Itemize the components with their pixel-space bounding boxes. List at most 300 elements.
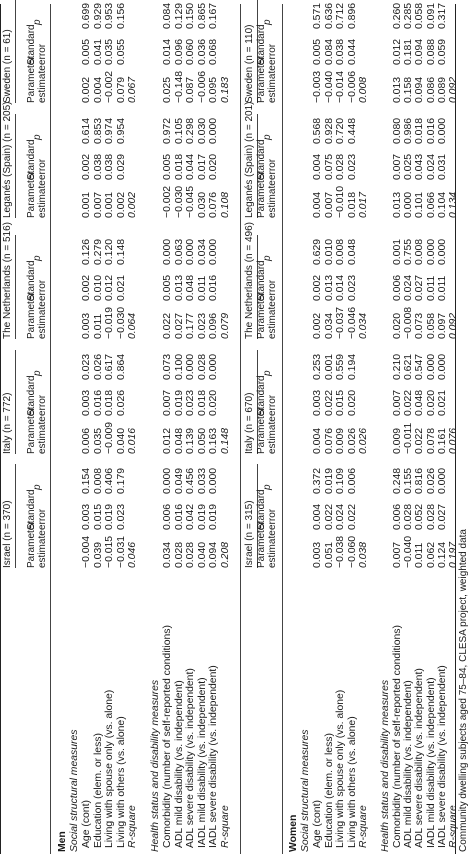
women-social-cell: 0.002 bbox=[312, 312, 323, 339]
men-health-cell: 0.972 bbox=[162, 117, 173, 144]
women-health-cell: 0.086 bbox=[425, 76, 437, 103]
men-header-rule bbox=[50, 4, 51, 854]
women-group-header: Sweden (n = 110) bbox=[244, 24, 255, 103]
women-health-cell: 0.155 bbox=[403, 467, 415, 494]
women-social-cell: 0.004 bbox=[312, 427, 323, 454]
men-social-cell: 0.974 bbox=[104, 117, 116, 144]
men-health-cell: 0.000 bbox=[208, 238, 220, 265]
men-social-cell: 0.003 bbox=[81, 312, 92, 339]
section-women: Women bbox=[288, 814, 299, 852]
men-health-cell: −0.030 bbox=[173, 185, 185, 218]
women-health-row-label: Comorbidity (number of self-reported conditions) bbox=[392, 625, 403, 848]
women-health-cell: 0.000 bbox=[436, 353, 448, 380]
men-social-cell: 0.003 bbox=[81, 503, 92, 530]
women-health-cell: −0.040 bbox=[403, 535, 415, 568]
men-health-cell: 0.007 bbox=[162, 389, 173, 416]
women-subheader-param: Parameter estimate bbox=[256, 171, 278, 218]
women-group-header: The Netherlands (n = 496) bbox=[244, 221, 255, 339]
men-health-cell: 0.014 bbox=[162, 38, 173, 65]
women-subheader-param: Parameter estimate bbox=[256, 56, 278, 103]
men-health-cell: 0.020 bbox=[208, 153, 220, 180]
women-health-cell: 0.089 bbox=[436, 76, 448, 103]
men-social-cell: 0.064 bbox=[127, 312, 139, 339]
women-health-cell: 0.022 bbox=[403, 389, 415, 416]
women-health-cell: 0.000 bbox=[436, 467, 448, 494]
women-health-cell: 0.547 bbox=[414, 353, 426, 380]
women-health-cell: 0.009 bbox=[392, 427, 403, 454]
women-health-cell: 0.097 bbox=[436, 312, 448, 339]
women-health-cell: 0.011 bbox=[425, 275, 437, 301]
women-health-cell: 0.066 bbox=[425, 191, 437, 218]
men-health-cell: −0.148 bbox=[173, 70, 185, 103]
men-social-cell: 0.010 bbox=[92, 274, 104, 301]
women-social-cell: −0.003 bbox=[312, 70, 323, 103]
women-social-cell: 0.014 bbox=[335, 274, 347, 301]
women-health-cell: 0.317 bbox=[436, 2, 448, 29]
men-social-cell: 0.026 bbox=[115, 389, 127, 416]
men-health-cell: 0.011 bbox=[196, 275, 208, 301]
women-health-cell: 0.000 bbox=[436, 117, 448, 144]
men-health-cell: 0.079 bbox=[220, 312, 231, 339]
women-health-cell: 0.000 bbox=[425, 238, 437, 265]
women-subheader-se: Standard error bbox=[256, 489, 278, 530]
men-health-cell: 0.208 bbox=[220, 541, 231, 568]
men-health-cell: 0.000 bbox=[208, 467, 220, 494]
women-subheader-p: p bbox=[262, 134, 273, 140]
women-health-cell: 0.092 bbox=[448, 312, 459, 339]
men-health-cell: 0.017 bbox=[196, 153, 208, 180]
women-health-cell: 0.031 bbox=[436, 153, 448, 180]
women-subheader-p: p bbox=[262, 370, 273, 376]
men-social-cell: 0.126 bbox=[81, 238, 92, 265]
women-header-rule bbox=[282, 4, 283, 854]
women-health-cell: −0.008 bbox=[403, 306, 415, 339]
women-social-cell: 0.019 bbox=[323, 467, 335, 494]
men-subheader-se: Standard error bbox=[26, 489, 48, 530]
men-social-cell: 0.954 bbox=[115, 117, 127, 144]
men-group-header: The Netherlands (n = 516) bbox=[2, 221, 13, 339]
women-social-cell: −0.046 bbox=[346, 306, 358, 339]
men-health-cell: 0.183 bbox=[220, 76, 231, 103]
women-cat-health: Health status and disability measures bbox=[380, 679, 391, 852]
men-subheader-se: Standard error bbox=[26, 260, 48, 301]
women-social-cell: 0.023 bbox=[346, 274, 358, 301]
men-cat-social: Social structural measures bbox=[69, 729, 80, 852]
men-social-cell: 0.019 bbox=[104, 503, 116, 530]
women-social-cell: 0.010 bbox=[323, 238, 335, 265]
men-subheader-param: Parameter estimate bbox=[26, 171, 48, 218]
women-social-cell: 0.008 bbox=[358, 76, 370, 103]
men-subheader-p: p bbox=[32, 370, 43, 376]
men-health-cell: 0.865 bbox=[196, 2, 208, 29]
women-subheader-param: Parameter estimate bbox=[256, 292, 278, 339]
women-social-cell: −0.014 bbox=[335, 70, 347, 103]
men-subheader-p: p bbox=[32, 19, 43, 25]
women-health-cell: 0.101 bbox=[414, 191, 426, 218]
women-social-cell: 0.004 bbox=[312, 503, 323, 530]
women-group-header: Italy (n = 670) bbox=[244, 392, 255, 454]
women-health-cell: 0.134 bbox=[448, 191, 459, 218]
men-social-cell: 0.156 bbox=[115, 2, 127, 29]
men-health-cell: 0.108 bbox=[220, 191, 231, 218]
men-social-cell: 0.029 bbox=[115, 153, 127, 180]
men-social-row-label: R-square bbox=[127, 805, 139, 848]
women-social-cell: 0.004 bbox=[312, 153, 323, 180]
women-social-cell: 0.636 bbox=[323, 2, 335, 29]
men-subheader-p: p bbox=[32, 255, 43, 261]
men-subheader-se: Standard error bbox=[26, 375, 48, 416]
women-social-cell: 0.084 bbox=[323, 38, 335, 65]
women-social-cell: −0.037 bbox=[335, 306, 347, 339]
men-social-row-label: Living with others (vs. alone) bbox=[115, 716, 127, 848]
women-social-cell: 0.009 bbox=[335, 427, 347, 454]
men-health-cell: 0.048 bbox=[173, 427, 185, 454]
women-social-row-label: Education (elem. or less) bbox=[323, 733, 335, 848]
women-health-cell: 0.027 bbox=[436, 503, 448, 530]
men-subheader-param: Parameter estimate bbox=[26, 521, 48, 568]
women-social-cell: 0.006 bbox=[346, 467, 358, 494]
women-health-cell: 0.092 bbox=[448, 76, 459, 103]
men-social-cell: 0.699 bbox=[81, 2, 92, 29]
women-health-cell: 0.080 bbox=[392, 117, 403, 144]
men-social-cell: 0.614 bbox=[81, 117, 92, 144]
women-social-cell: 0.044 bbox=[346, 38, 358, 65]
women-subheader-se: Standard error bbox=[256, 375, 278, 416]
women-social-cell: 0.013 bbox=[323, 274, 335, 301]
men-health-cell: 0.100 bbox=[173, 353, 185, 380]
men-social-cell: 0.001 bbox=[104, 191, 116, 218]
men-health-cell: 0.023 bbox=[185, 389, 197, 416]
men-social-cell: 0.023 bbox=[115, 503, 127, 530]
men-health-cell: 0.139 bbox=[185, 427, 197, 454]
men-health-cell: 0.034 bbox=[162, 541, 173, 568]
women-health-cell: 0.000 bbox=[436, 238, 448, 265]
men-social-cell: 0.120 bbox=[104, 238, 116, 265]
women-health-row-label: IADL severe disability (vs. independent) bbox=[436, 665, 448, 848]
men-social-cell: 0.154 bbox=[81, 467, 92, 494]
men-social-cell: 0.006 bbox=[81, 427, 92, 454]
women-subheader-se: Standard error bbox=[256, 24, 278, 65]
women-health-cell: 0.013 bbox=[392, 76, 403, 103]
women-subheader-p: p bbox=[262, 484, 273, 490]
men-social-cell: −0.009 bbox=[104, 421, 116, 454]
women-group-header: Leganés (Spain) (n = 201) bbox=[244, 101, 255, 218]
men-health-cell: 0.040 bbox=[196, 541, 208, 568]
women-social-cell: 0.022 bbox=[346, 503, 358, 530]
men-health-cell: 0.023 bbox=[196, 312, 208, 339]
women-social-cell: 0.026 bbox=[358, 427, 370, 454]
men-subheader-se: Standard error bbox=[26, 139, 48, 180]
men-health-cell: 0.060 bbox=[185, 38, 197, 65]
women-health-cell: 0.013 bbox=[392, 191, 403, 218]
women-health-cell: 0.058 bbox=[425, 312, 437, 339]
women-health-cell: 0.006 bbox=[392, 503, 403, 530]
women-social-cell: 0.034 bbox=[323, 312, 335, 339]
men-social-cell: 0.018 bbox=[104, 389, 116, 416]
men-health-cell: 0.000 bbox=[162, 467, 173, 494]
men-health-cell: 0.018 bbox=[173, 153, 185, 180]
women-health-cell: 0.012 bbox=[392, 38, 403, 65]
men-health-cell: 0.000 bbox=[208, 117, 220, 144]
men-health-cell: 0.034 bbox=[196, 238, 208, 265]
women-social-cell: 0.928 bbox=[323, 117, 335, 144]
men-social-cell: 0.016 bbox=[127, 427, 139, 454]
women-health-cell: −0.011 bbox=[403, 422, 415, 454]
women-health-cell: 0.011 bbox=[414, 542, 426, 568]
women-top-rule bbox=[240, 4, 241, 854]
men-group-rule bbox=[15, 350, 16, 454]
men-health-cell: 0.012 bbox=[162, 427, 173, 454]
women-subheader-se: Standard error bbox=[256, 139, 278, 180]
men-social-cell: 0.021 bbox=[115, 274, 127, 301]
women-social-cell: 0.003 bbox=[312, 541, 323, 568]
men-health-cell: 0.036 bbox=[196, 38, 208, 65]
men-subheader-param: Parameter estimate bbox=[26, 56, 48, 103]
men-social-cell: −0.031 bbox=[115, 535, 127, 568]
men-subheader-p: p bbox=[32, 134, 43, 140]
men-social-cell: 0.015 bbox=[92, 503, 104, 530]
men-health-cell: −0.045 bbox=[185, 185, 197, 218]
men-social-cell: 0.002 bbox=[81, 153, 92, 180]
men-social-cell: 0.016 bbox=[92, 389, 104, 416]
men-social-cell: −0.030 bbox=[115, 306, 127, 339]
men-social-cell: 0.067 bbox=[127, 76, 139, 103]
women-health-row-label: ADL severe disability (vs. independent) bbox=[414, 668, 426, 848]
men-social-cell: 0.279 bbox=[92, 238, 104, 265]
women-social-cell: 0.005 bbox=[312, 38, 323, 65]
women-subheader-p: p bbox=[262, 19, 273, 25]
men-social-cell: 0.011 bbox=[92, 313, 104, 339]
women-subheader-p: p bbox=[262, 255, 273, 261]
women-health-cell: 0.052 bbox=[414, 503, 426, 530]
men-health-cell: 0.028 bbox=[173, 541, 185, 568]
men-group-header: Israel (n = 370) bbox=[2, 500, 13, 568]
men-health-cell: 0.049 bbox=[173, 467, 185, 494]
men-cat-health: Health status and disability measures bbox=[150, 679, 161, 852]
women-social-cell: 0.015 bbox=[335, 389, 347, 416]
men-social-cell: 0.046 bbox=[127, 541, 139, 568]
men-health-cell: 0.016 bbox=[173, 503, 185, 530]
men-health-cell: 0.030 bbox=[196, 191, 208, 218]
men-health-cell: 0.298 bbox=[185, 117, 197, 144]
women-social-cell: −0.040 bbox=[323, 70, 335, 103]
women-health-cell: 0.062 bbox=[425, 541, 437, 568]
men-social-cell: 0.026 bbox=[92, 353, 104, 380]
women-social-row-label: Living with spouse only (vs. alone) bbox=[335, 689, 347, 848]
bottom-rule bbox=[455, 4, 456, 854]
women-health-cell: 0.094 bbox=[414, 76, 426, 103]
men-health-cell: 0.000 bbox=[185, 238, 197, 265]
women-health-cell: 0.260 bbox=[392, 2, 403, 29]
men-health-cell: −0.002 bbox=[162, 185, 173, 218]
women-health-cell: 0.197 bbox=[448, 541, 459, 568]
women-social-cell: 0.017 bbox=[358, 191, 370, 218]
men-health-row-label: ADL severe disability (vs. independent) bbox=[185, 668, 197, 848]
men-health-cell: 0.063 bbox=[173, 238, 185, 265]
men-health-cell: 0.020 bbox=[208, 389, 220, 416]
men-health-cell: 0.005 bbox=[162, 274, 173, 301]
section-men: Men bbox=[57, 831, 68, 852]
men-social-cell: 0.008 bbox=[92, 467, 104, 494]
men-social-row-label: Education (elem. or less) bbox=[92, 733, 104, 848]
men-social-cell: 0.003 bbox=[81, 389, 92, 416]
women-social-cell: 0.896 bbox=[346, 2, 358, 29]
men-health-row-label: Comorbidity (number of self-reported conditions) bbox=[162, 625, 173, 848]
women-social-cell: 0.002 bbox=[312, 274, 323, 301]
men-health-cell: 0.044 bbox=[185, 153, 197, 180]
women-social-cell: 0.034 bbox=[358, 312, 370, 339]
women-health-cell: 0.048 bbox=[414, 389, 426, 416]
women-health-cell: 0.028 bbox=[425, 503, 437, 530]
men-social-cell: 0.055 bbox=[115, 38, 127, 65]
women-health-cell: 0.059 bbox=[436, 38, 448, 65]
men-health-cell: 0.177 bbox=[185, 312, 197, 339]
women-social-cell: 0.048 bbox=[346, 238, 358, 265]
women-health-cell: 0.986 bbox=[403, 117, 415, 144]
men-social-cell: 0.179 bbox=[115, 467, 127, 494]
women-health-cell: 0.020 bbox=[392, 312, 403, 339]
men-social-cell: −0.015 bbox=[104, 535, 116, 568]
men-health-cell: 0.000 bbox=[185, 353, 197, 380]
women-social-cell: 0.076 bbox=[323, 427, 335, 454]
women-subheader-param: Parameter estimate bbox=[256, 521, 278, 568]
men-health-cell: 0.025 bbox=[162, 76, 173, 103]
women-social-cell: 0.003 bbox=[312, 389, 323, 416]
women-social-cell: 0.559 bbox=[335, 353, 347, 380]
women-health-cell: 0.026 bbox=[425, 467, 437, 494]
men-health-row-label: ADL mild disability (vs. independent) bbox=[173, 680, 185, 848]
women-social-row-label: Living with others (vs. alone) bbox=[346, 716, 358, 848]
women-social-cell: 0.629 bbox=[312, 238, 323, 265]
women-social-cell: 0.075 bbox=[323, 153, 335, 180]
men-social-cell: 0.012 bbox=[104, 274, 116, 301]
men-health-row-label: R-square bbox=[220, 805, 231, 848]
men-health-cell: 0.030 bbox=[196, 117, 208, 144]
women-health-cell: 0.078 bbox=[425, 427, 437, 454]
women-cat-social: Social structural measures bbox=[300, 729, 311, 852]
women-health-row-label: R-square bbox=[448, 805, 459, 848]
men-health-cell: 0.000 bbox=[208, 353, 220, 380]
women-social-cell: 0.004 bbox=[312, 191, 323, 218]
women-health-cell: 0.210 bbox=[392, 353, 403, 380]
women-social-cell: 0.007 bbox=[323, 191, 335, 218]
women-health-cell: 0.104 bbox=[436, 191, 448, 218]
women-social-row-label: Age (cont) bbox=[312, 800, 323, 848]
women-health-cell: 0.022 bbox=[414, 427, 426, 454]
women-social-cell: 0.253 bbox=[312, 353, 323, 380]
women-health-cell: 0.181 bbox=[403, 38, 415, 65]
men-health-cell: 0.456 bbox=[185, 467, 197, 494]
men-health-cell: 0.084 bbox=[162, 2, 173, 29]
men-health-cell: 0.150 bbox=[185, 2, 197, 29]
women-health-cell: 0.024 bbox=[403, 274, 415, 301]
women-health-cell: 0.158 bbox=[403, 76, 415, 103]
women-health-cell: 0.285 bbox=[403, 2, 415, 29]
men-social-cell: 0.002 bbox=[81, 274, 92, 301]
women-health-cell: 0.124 bbox=[436, 541, 448, 568]
women-social-cell: 0.028 bbox=[335, 153, 347, 180]
women-health-row-label: IADL mild disability (vs. independent) bbox=[425, 677, 437, 848]
men-health-cell: 0.028 bbox=[196, 353, 208, 380]
men-group-rule bbox=[15, 0, 16, 103]
women-health-cell: 0.007 bbox=[392, 389, 403, 416]
men-social-cell: 0.953 bbox=[104, 2, 116, 29]
men-social-cell: 0.002 bbox=[81, 76, 92, 103]
men-social-cell: 0.004 bbox=[92, 76, 104, 103]
men-social-cell: 0.005 bbox=[81, 38, 92, 65]
men-social-cell: 0.617 bbox=[104, 353, 116, 380]
women-health-row-label: ADL mild disability (vs. independent) bbox=[403, 680, 415, 848]
women-health-cell: 0.020 bbox=[425, 389, 437, 416]
men-social-cell: −0.004 bbox=[81, 535, 92, 568]
men-health-cell: 0.076 bbox=[208, 191, 220, 218]
women-health-cell: 0.027 bbox=[414, 274, 426, 301]
women-health-cell: 0.011 bbox=[436, 275, 448, 301]
men-social-cell: 0.853 bbox=[92, 117, 104, 144]
men-health-cell: 0.042 bbox=[185, 503, 197, 530]
table-footnote: Community dwelling subjects aged 75–84, CLESA project, weighted data bbox=[458, 529, 469, 852]
men-social-cell: 0.041 bbox=[92, 38, 104, 65]
women-social-cell: 0.024 bbox=[335, 503, 347, 530]
women-health-cell: 0.043 bbox=[414, 153, 426, 180]
women-social-cell: 0.008 bbox=[335, 238, 347, 265]
men-social-cell: 0.864 bbox=[115, 353, 127, 380]
women-health-cell: 0.007 bbox=[392, 153, 403, 180]
men-group-header: Italy (n = 772) bbox=[2, 392, 13, 454]
men-subheader-se: Standard error bbox=[26, 24, 48, 65]
women-health-cell: 0.161 bbox=[436, 427, 448, 454]
women-health-cell: 0.000 bbox=[403, 191, 415, 218]
men-health-cell: 0.028 bbox=[185, 541, 197, 568]
men-social-row-label: Age (cont) bbox=[81, 800, 92, 848]
women-social-cell: 0.020 bbox=[346, 389, 358, 416]
women-social-cell: −0.006 bbox=[346, 70, 358, 103]
men-subheader-p: p bbox=[32, 484, 43, 490]
women-health-cell: 0.621 bbox=[403, 353, 415, 380]
women-health-cell: 0.007 bbox=[392, 541, 403, 568]
men-health-cell: −0.006 bbox=[196, 70, 208, 103]
men-health-cell: 0.027 bbox=[173, 312, 185, 339]
men-health-cell: 0.016 bbox=[208, 274, 220, 301]
men-social-cell: 0.929 bbox=[92, 2, 104, 29]
women-health-cell: 0.021 bbox=[436, 389, 448, 416]
men-health-cell: 0.167 bbox=[208, 2, 220, 29]
women-health-cell: 0.094 bbox=[414, 38, 426, 65]
men-group-rule bbox=[15, 235, 16, 339]
men-health-cell: 0.129 bbox=[173, 2, 185, 29]
women-group-header: Israel (n = 315) bbox=[244, 500, 255, 568]
top-rule bbox=[0, 4, 1, 854]
women-health-cell: 0.816 bbox=[414, 467, 426, 494]
women-health-cell: 0.091 bbox=[425, 2, 437, 29]
women-social-cell: 0.109 bbox=[335, 467, 347, 494]
women-health-cell: 0.028 bbox=[403, 503, 415, 530]
women-health-cell: 0.248 bbox=[392, 467, 403, 494]
women-social-cell: 0.448 bbox=[346, 117, 358, 144]
men-social-row-label: Living with spouse only (vs. alone) bbox=[104, 689, 116, 848]
men-group-header: Sweden (n = 61) bbox=[2, 29, 13, 103]
women-health-cell: 0.001 bbox=[392, 238, 403, 265]
men-subheader-param: Parameter estimate bbox=[26, 292, 48, 339]
men-social-cell: 0.001 bbox=[81, 191, 92, 218]
women-social-cell: −0.010 bbox=[335, 185, 347, 218]
women-health-cell: 0.016 bbox=[425, 117, 437, 144]
men-social-cell: 0.038 bbox=[92, 153, 104, 180]
men-social-cell: 0.040 bbox=[115, 427, 127, 454]
men-social-cell: 0.023 bbox=[81, 353, 92, 380]
women-health-cell: 0.755 bbox=[403, 238, 415, 265]
men-health-row-label: IADL mild disability (vs. independent) bbox=[196, 677, 208, 848]
